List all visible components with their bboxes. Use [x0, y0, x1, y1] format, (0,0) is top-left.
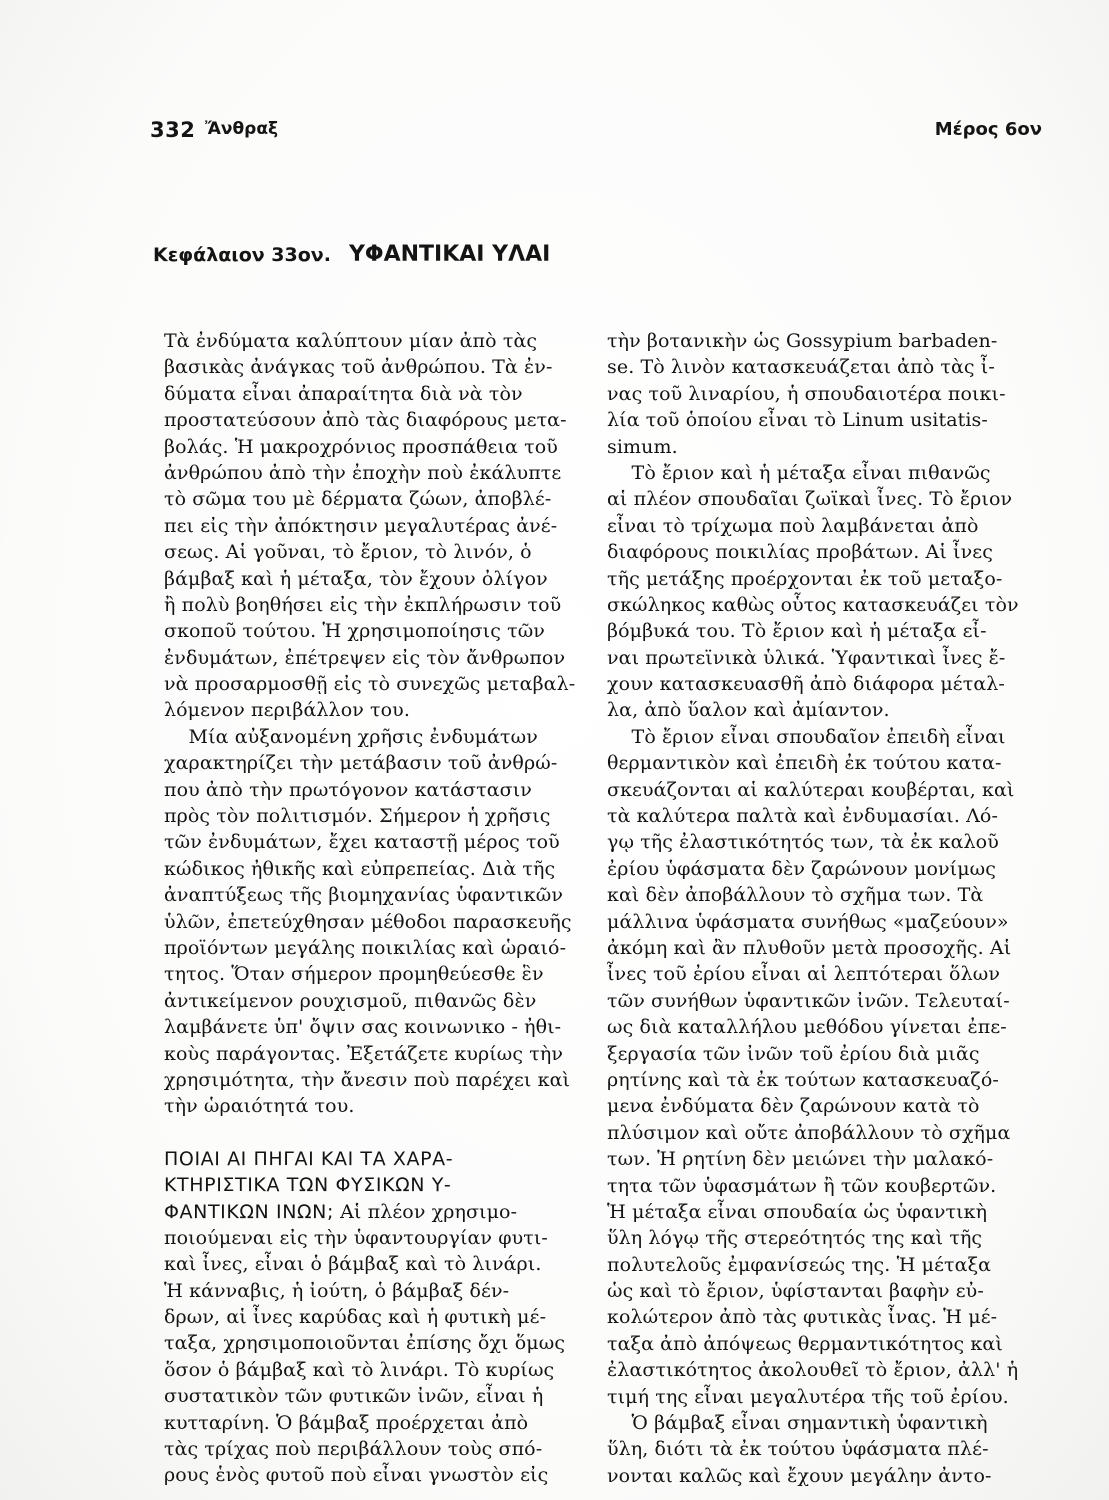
- text-line: λόμενον περιβάλλον του.: [164, 699, 410, 722]
- text-line: κολώτερον ἀπὸ τὰς φυτικὰς ἶνας. Ἡ μέ-: [607, 1306, 998, 1329]
- text-line: ΠΟΙΑΙ ΑΙ ΠΗΓΑΙ ΚΑΙ ΤΑ ΧΑΡΑ-: [164, 1147, 454, 1170]
- text-line: τιμή της εἶναι μεγαλυτέρα τῆς τοῦ ἐρίου.: [607, 1385, 1009, 1408]
- right-column: [607, 328, 1037, 1489]
- text-line: Μία αὐξανομένη χρῆσις ἐνδυμάτων: [164, 725, 538, 748]
- text-line: κυτταρίνη. Ὁ βάμβαξ προέρχεται ἀπὸ: [164, 1411, 529, 1434]
- text-line: ἐνδυμάτων, ἐπέτρεψεν εἰς τὸν ἄνθρωπον: [164, 646, 566, 669]
- text-line: τῶν ἐνδυμάτων, ἔχει καταστῇ μέρος τοῦ: [164, 831, 560, 854]
- text-line: ΚΤΗΡΙΣΤΙΚΑ ΤΩΝ ΦΥΣΙΚΩΝ Υ-: [164, 1174, 452, 1197]
- text-line: σκώληκος καθὼς οὗτος κατασκευάζει τὸν: [607, 593, 1019, 616]
- text-line: διαφόρους ποικιλίας προβάτων. Αἱ ἶνες: [607, 541, 993, 564]
- text-line: τὰς τρίχας ποὺ περιβάλλουν τοὺς σπό-: [164, 1438, 543, 1461]
- text-line: μάλλινα ὑφάσματα συνήθως «μαζεύουν»: [607, 910, 1009, 933]
- text-line: θερμαντικὸν καὶ ἐπειδὴ ἐκ τούτου κατα-: [607, 752, 1002, 775]
- text-line: προϊόντων μεγάλης ποικιλίας καὶ ὡραιό-: [164, 936, 567, 959]
- text-line: ρους ἑνὸς φυτοῦ ποὺ εἶναι γνωστὸν εἰς: [164, 1464, 549, 1487]
- text-line: ἐλαστικότητος ἀκολουθεῖ τὸ ἔριον, ἀλλ' ἡ: [607, 1359, 1019, 1382]
- text-line: κώδικος ἠθικῆς καὶ εὐπρεπείας. Διὰ τῆς: [164, 857, 556, 880]
- text-line: κοὺς παράγοντας. Ἐξετάζετε κυρίως τὴν: [164, 1042, 564, 1065]
- text-line: συστατικὸν τῶν φυτικῶν ἰνῶν, εἶναι ἡ: [164, 1385, 544, 1408]
- text-line: δρων, αἱ ἶνες καρύδας καὶ ἡ φυτικὴ μέ-: [164, 1306, 547, 1329]
- text-line: ταξα, χρησιμοποιοῦνται ἐπίσης ὄχι ὅμως: [164, 1332, 566, 1355]
- text-line: βολάς. Ἡ μακροχρόνιος προσπάθεια τοῦ: [164, 435, 558, 458]
- text-line: ἀναπτύξεως τῆς βιομηχανίας ὑφαντικῶν: [164, 884, 563, 907]
- text-line: μενα ἐνδύματα δὲν ζαρώνουν κατὰ τὸ: [607, 1095, 980, 1118]
- chapter-label: Κεφάλαιον 33ον.: [153, 244, 331, 266]
- text-line: Ὁ βάμβαξ εἶναι σημαντικὴ ὑφαντικὴ: [607, 1412, 988, 1435]
- text-line: ὑλῶν, ἐπετεύχθησαν μέθοδοι παρασκευῆς: [164, 910, 572, 933]
- text-line: ταξα ἀπὸ ἀπόψεως θερμαντικότητος καὶ: [607, 1332, 1003, 1355]
- text-line: λία τοῦ ὁποίου εἶναι τὸ Linum usitatis-: [607, 409, 988, 432]
- text-line: ὕλη, διότι τὰ ἐκ τούτου ὑφάσματα πλέ-: [607, 1438, 989, 1461]
- left-column: [164, 328, 594, 1489]
- text-line: Τὸ ἔριον καὶ ἡ μέταξα εἶναι πιθανῶς: [607, 461, 991, 484]
- text-line: τὰ καλύτερα παλτὰ καὶ ἐνδυμασίαι. Λό-: [607, 805, 998, 828]
- text-line: προστατεύσουν ἀπὸ τὰς διαφόρους μετα-: [164, 409, 567, 432]
- text-line: νὰ προσαρμοσθῇ εἰς τὸ συνεχῶς μεταβαλ-: [164, 673, 576, 696]
- text-line: βόμβυκά του. Τὸ ἔριον καὶ ἡ μέταξα εἶ-: [607, 620, 987, 643]
- text-line: καὶ δὲν ἀποβάλλουν τὸ σχῆμα των. Τὰ: [607, 884, 984, 907]
- text-line: τὸ σῶμα του μὲ δέρματα ζώων, ἀποβλέ-: [164, 488, 552, 511]
- text-line: λα, ἀπὸ ὕαλον καὶ ἀμίαντον.: [607, 699, 890, 722]
- text-line: που ἀπὸ τὴν πρωτόγονον κατάστασιν: [164, 778, 532, 801]
- text-line: νας τοῦ λιναρίου, ἡ σπουδαιοτέρα ποικι-: [607, 382, 1006, 405]
- text-line: ὡς καὶ τὸ ἔριον, ὑφίστανται βαφὴν εὐ-: [607, 1280, 984, 1303]
- text-line: νονται καλῶς καὶ ἔχουν μεγάλην ἀντο-: [607, 1464, 992, 1487]
- text-line: χουν κατασκευασθῆ ἀπὸ διάφορα μέταλ-: [607, 673, 1005, 696]
- text-line: τητος. Ὅταν σήμερον προμηθεύεσθε ἓν: [164, 963, 544, 986]
- text-line: ποιούμεναι εἰς τὴν ὑφαντουργίαν φυτι-: [164, 1226, 548, 1249]
- text-line: ἢ πολὺ βοηθήσει εἰς τὴν ἐκπλήρωσιν τοῦ: [164, 593, 562, 616]
- text-line: ὕλη λόγῳ τῆς στερεότητός της καὶ τῆς: [607, 1227, 983, 1250]
- text-line: τῆς μετάξης προέρχονται ἐκ τοῦ μεταξο-: [607, 567, 1003, 590]
- text-line: ως διὰ καταλλήλου μεθόδου γίνεται ἐπε-: [607, 1016, 1007, 1039]
- text-line: βάμβαξ καὶ ἡ μέταξα, τὸν ἔχουν ὀλίγον: [164, 567, 548, 590]
- text-line: σκευάζονται αἱ καλύτεραι κουβέρται, καὶ: [607, 778, 1015, 801]
- right-column-body: [607, 328, 1037, 1489]
- text-line: των. Ἡ ρητίνη δὲν μειώνει τὴν μαλακό-: [607, 1148, 994, 1171]
- chapter-heading: [153, 242, 550, 267]
- text-line: δύματα εἶναι ἀπαραίτητα διὰ νὰ τὸν: [164, 382, 523, 405]
- text-line: ξεργασία τῶν ἰνῶν τοῦ ἐρίου διὰ μιᾶς: [607, 1042, 980, 1065]
- section-spacer: [164, 1120, 594, 1146]
- part-label: Μέρος 6ον: [934, 119, 1042, 140]
- text-line: σκοποῦ τούτου. Ἡ χρησιμοποίησις τῶν: [164, 620, 545, 643]
- chapter-title: ΥΦΑΝΤΙΚΑΙ ΥΛΑΙ: [348, 242, 551, 267]
- text-line: τῶν συνήθων ὑφαντικῶν ἰνῶν. Τελευταί-: [607, 989, 1010, 1012]
- text-line: γῳ τῆς ἐλαστικότητός των, τὰ ἐκ καλοῦ: [607, 831, 999, 854]
- text-line: ἀνθρώπου ἀπὸ τὴν ἐποχὴν ποὺ ἐκάλυπτε: [164, 461, 562, 484]
- text-line: ναι πρωτεϊνικὰ ὑλικά. Ὑφαντικαὶ ἶνες ἔ-: [607, 646, 1006, 669]
- section-body: [164, 1199, 594, 1489]
- text-line: Τὰ ἐνδύματα καλύπτουν μίαν ἀπὸ τὰς: [164, 330, 538, 352]
- text-line: ἀντικείμενον ρουχισμοῦ, πιθανῶς δὲν: [164, 989, 537, 1012]
- running-head: Ἄνθραξ: [205, 119, 279, 139]
- text-line: se. Τὸ λινὸν κατασκευάζεται ἀπὸ τὰς ἶ-: [607, 356, 995, 379]
- text-line: βασικὰς ἀνάγκας τοῦ ἀνθρώπου. Τὰ ἐν-: [164, 356, 553, 379]
- text-line: σεως. Αἱ γοῦναι, τὸ ἔριον, τὸ λινόν, ὁ: [164, 541, 532, 564]
- text-line: τὴν βοτανικὴν ὡς Gossypium barbaden-: [607, 330, 998, 352]
- text-line: αἱ πλέον σπουδαῖαι ζωϊκαὶ ἶνες. Τὸ ἔριον: [607, 488, 1013, 511]
- text-line: χρησιμότητα, τὴν ἄνεσιν ποὺ παρέχει καὶ: [164, 1068, 571, 1091]
- text-line: ἀκόμη καὶ ἂν πλυθοῦν μετὰ προσοχῆς. Αἱ: [607, 936, 1012, 959]
- text-line: χαρακτηρίζει τὴν μετάβασιν τοῦ ἀνθρώ-: [164, 752, 558, 775]
- text-line: ὅσον ὁ βάμβαξ καὶ τὸ λινάρι. Τὸ κυρίως: [164, 1358, 555, 1381]
- text-line: πολυτελοῦς ἐμφανίσεώς της. Ἡ μέταξα: [607, 1253, 992, 1276]
- text-line: καὶ ἶνες, εἶναι ὁ βάμβαξ καὶ τὸ λινάρι.: [164, 1253, 542, 1276]
- text-line: Ἡ μέταξα εἶναι σπουδαία ὡς ὑφαντικὴ: [607, 1200, 988, 1223]
- text-line: ἐρίου ὑφάσματα δὲν ζαρώνουν μονίμως: [607, 857, 996, 880]
- text-line: Ἡ κάνναβις, ἡ ἰούτη, ὁ βάμβαξ δέν-: [164, 1279, 510, 1302]
- text-line: ΦΑΝΤΙΚΩΝ ΙΝΩΝ; Αἱ πλέον χρησιμο-: [164, 1200, 518, 1223]
- text-line: λαμβάνετε ὑπ' ὄψιν σας κοινωνικο - ἠθι-: [164, 1016, 562, 1039]
- page-number: 332: [150, 118, 196, 142]
- text-line: πλύσιμον καὶ οὔτε ἀποβάλλουν τὸ σχῆμα: [607, 1121, 1011, 1144]
- text-line: ρητίνης καὶ τὰ ἐκ τούτων κατασκευαζό-: [607, 1068, 999, 1091]
- text-line: πει εἰς τὴν ἀπόκτησιν μεγαλυτέρας ἀνέ-: [164, 514, 558, 537]
- text-line: πρὸς τὸν πολιτισμόν. Σήμερον ἡ χρῆσις: [164, 805, 551, 828]
- text-line: simum.: [607, 435, 678, 458]
- text-line: Τὸ ἔριον εἶναι σπουδαῖον ἐπειδὴ εἶναι: [607, 725, 1006, 748]
- text-line: τὴν ὡραιότητά του.: [164, 1095, 355, 1118]
- section-heading: [164, 1146, 594, 1199]
- text-line: ἶνες τοῦ ἐρίου εἶναι αἱ λεπτότεραι ὅλων: [607, 963, 1000, 986]
- text-line: εἶναι τὸ τρίχωμα ποὺ λαμβάνεται ἀπὸ: [607, 514, 979, 537]
- page-header: [150, 118, 1049, 158]
- text-line: τητα τῶν ὑφασμάτων ἢ τῶν κουβερτῶν.: [607, 1174, 997, 1197]
- left-column-body: [164, 328, 594, 1120]
